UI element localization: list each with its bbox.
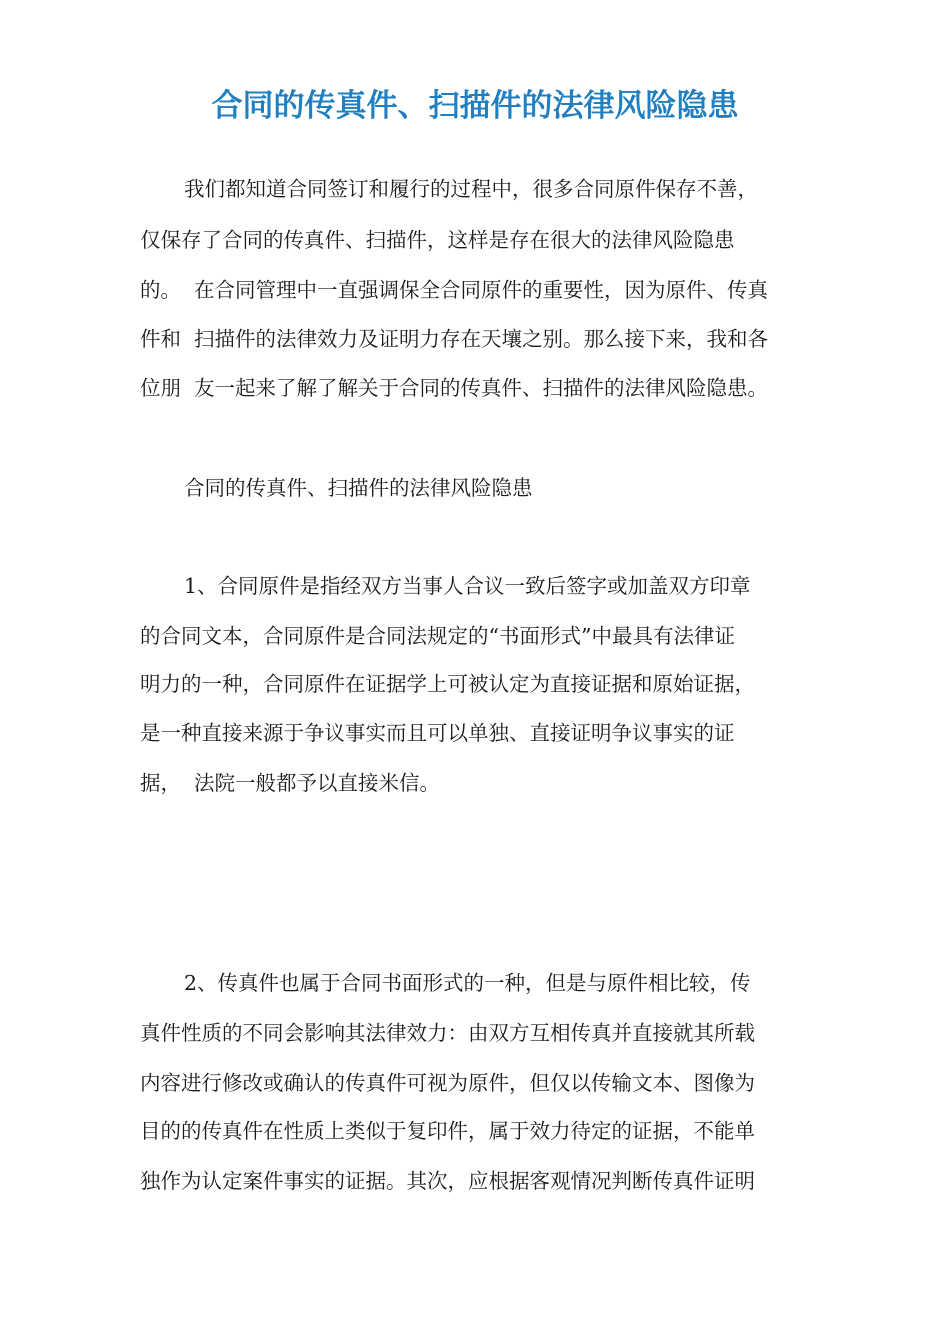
point2-line-2: 真件性质的不同会影响其法律效力：由双方互相传真并直接就其所载 bbox=[140, 1021, 755, 1045]
intro-line-4: 件和 扫描件的法律效力及证明力存在天壤之别。那么接下来，我和各 bbox=[140, 327, 769, 351]
point2-line-5: 独作为认定案件事实的证据。其次，应根据客观情况判断传真件证明 bbox=[140, 1169, 755, 1193]
intro-line-1: 我们都知道合同签订和履行的过程中，很多合同原件保存不善， bbox=[184, 177, 758, 201]
intro-line-3: 的。 在合同管理中一直强调保全合同原件的重要性，因为原件、传真 bbox=[140, 278, 769, 302]
point1-line-4: 是一种直接来源于争议事实而且可以单独、直接证明争议事实的证 bbox=[140, 721, 735, 745]
point1-line-1: 1、合同原件是指经双方当事人合议一致后签字或加盖双方印章 bbox=[184, 574, 751, 598]
point2-line-3: 内容进行修改或确认的传真件可视为原件，但仅以传输文本、图像为 bbox=[140, 1071, 755, 1095]
point2-line-4: 目的的传真件在性质上类似于复印件，属于效力待定的证据，不能单 bbox=[140, 1119, 755, 1143]
document-title: 合同的传真件、扫描件的法律风险隐患 bbox=[211, 88, 739, 124]
point1-line-5: 据， 法院一般都予以直接米信。 bbox=[140, 771, 441, 795]
intro-line-2: 仅保存了合同的传真件、扫描件，这样是存在很大的法律风险隐患 bbox=[140, 228, 735, 252]
point2-line-1: 2、传真件也属于合同书面形式的一种，但是与原件相比较，传 bbox=[184, 971, 751, 995]
section-heading: 合同的传真件、扫描件的法律风险隐患 bbox=[184, 476, 533, 500]
intro-line-5: 位朋 友一起来了解了解关于合同的传真件、扫描件的法律风险隐患。 bbox=[140, 376, 769, 400]
point1-line-3: 明力的一种，合同原件在证据学上可被认定为直接证据和原始证据， bbox=[140, 672, 755, 696]
point1-line-2: 的合同文本，合同原件是合同法规定的“书面形式”中最具有法律证 bbox=[140, 624, 735, 648]
